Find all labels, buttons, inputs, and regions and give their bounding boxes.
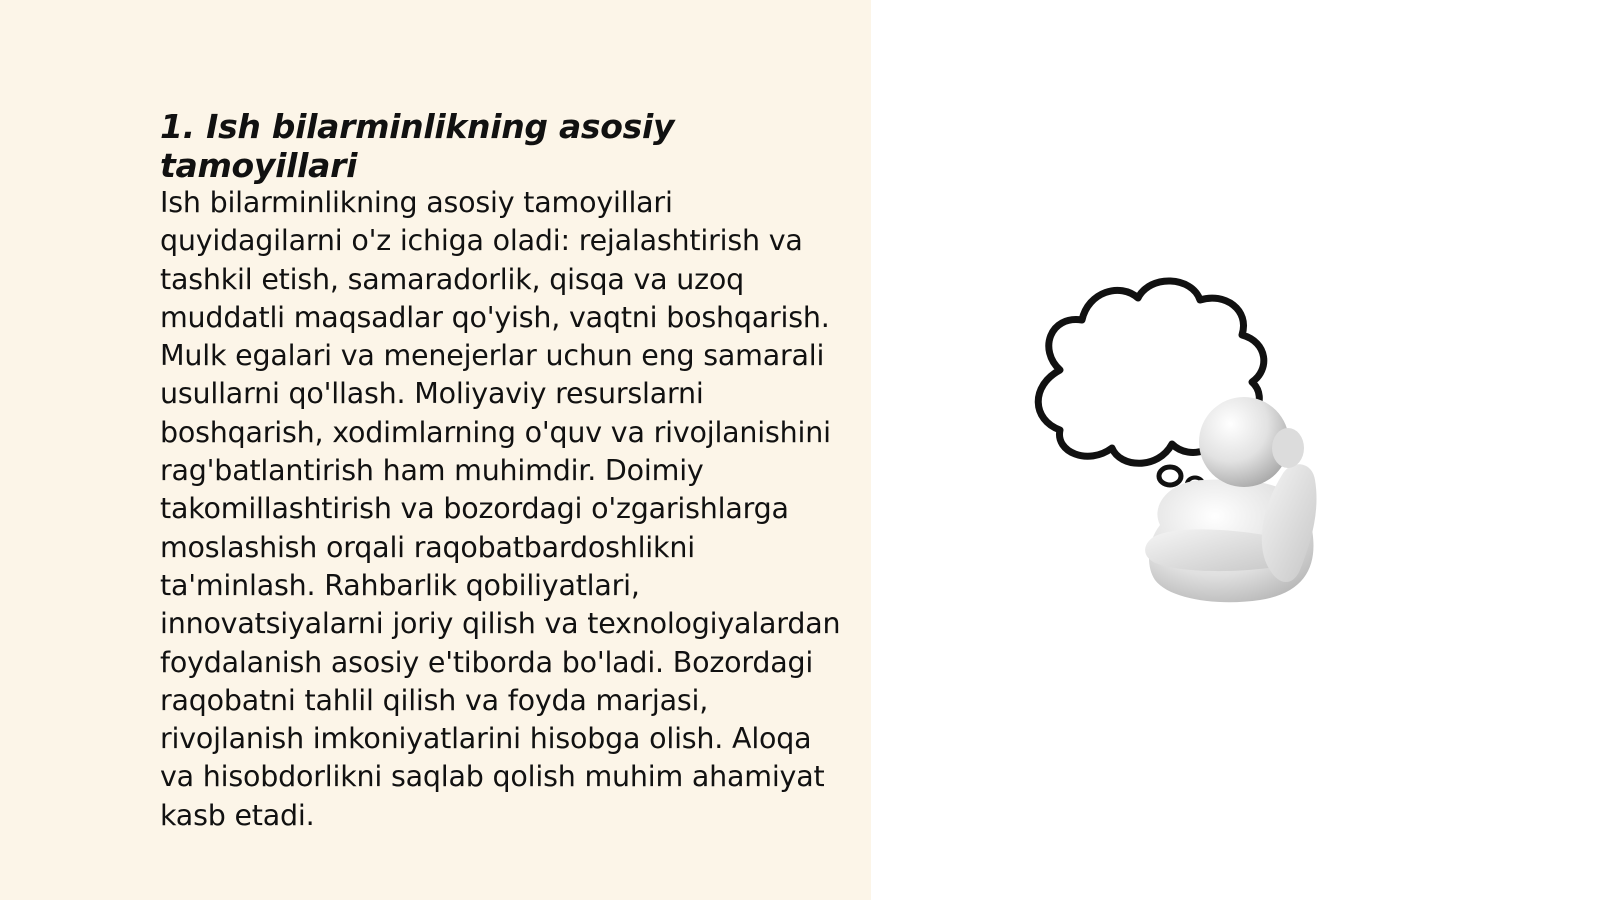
thinking-person-icon: [1020, 270, 1360, 620]
slide-body-text: Ish bilarminlikning asosiy tamoyillari quyidagilarni o'z ichiga oladi: rejalashtirish va tashkil etish, samaradorlik, qisqa va uzoq muddatli maqsadlar qo'yish, vaqtni boshqarish. Mulk egalari va menejerlar uchun eng samarali usullarni qo'llash. Moliyaviy resurslarni boshqarish, xodimlarning o'quv va rivojlanishini rag'batlantirish ham muhimdir. Doimiy takomillashtirish va bozordagi o'zgarishlarga moslashish orqali raqobatbardoshlikni ta'minlash. Rahbarlik qobiliyatlari, innovatsiyalarni joriy qilish va texnologiyalardan foydalanish asosiy e'tiborda bo'ladi. Bozordagi raqobatni tahlil qilish va foyda marjasi, rivojlanish imkoniyatlarini hisobga olish. Aloqa va hisobdorlikni saqlab qolish muhim ahamiyat kasb etadi.: [160, 186, 841, 832]
slide-heading: 1. Ish bilarminlikning asosiy tamoyillari: [160, 107, 675, 185]
figure-hand: [1272, 428, 1304, 468]
